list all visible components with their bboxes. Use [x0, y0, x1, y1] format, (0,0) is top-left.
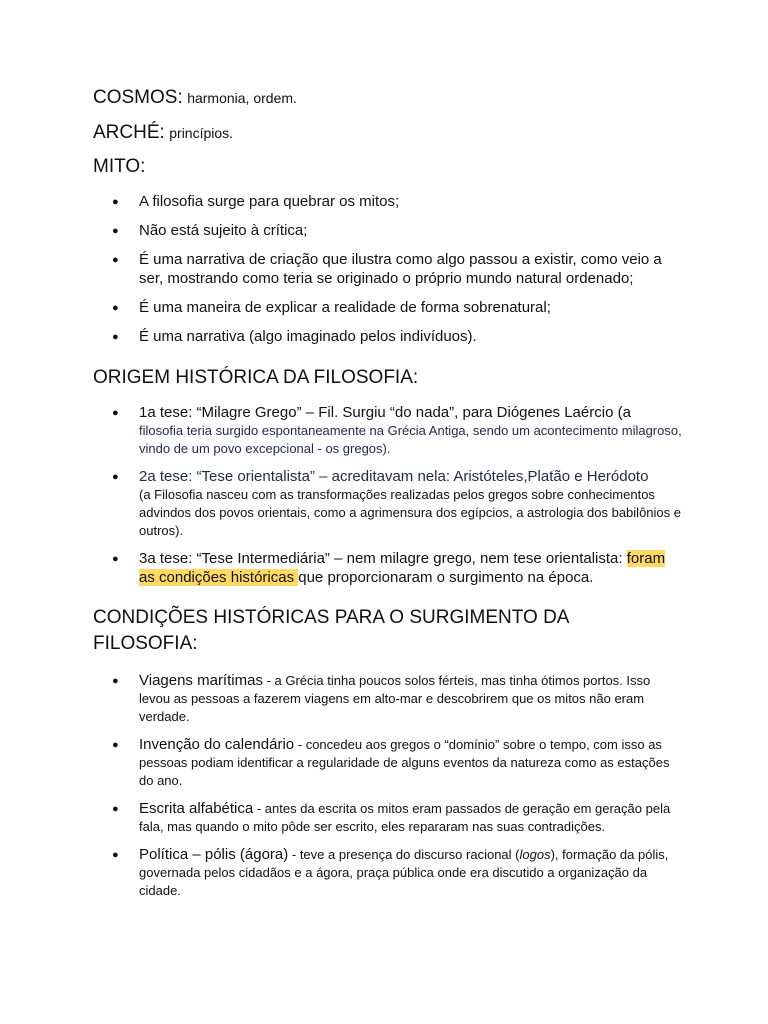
list-item	[93, 799, 683, 836]
definition-text: harmonia, ordem.	[187, 90, 297, 106]
tese-main-text: 3a tese: “Tese Intermediária” – nem milagre grego, nem tese orientalista:	[139, 550, 623, 567]
item-title: Escrita alfabética	[139, 800, 254, 817]
bullet-icon: ●	[112, 331, 119, 343]
bullet-icon: ●	[112, 302, 119, 314]
section-heading-condicoes: CONDIÇÕES HISTÓRICAS PARA O SURGIMENTO DA FILOSOFIA:	[93, 607, 569, 654]
item-title: Política – pólis (ágora)	[139, 846, 289, 863]
condicoes-list	[93, 671, 683, 900]
list-item-text: Não está sujeito à crítica;	[139, 222, 308, 239]
list-item	[93, 671, 683, 726]
list-item	[93, 221, 683, 240]
section-heading-origem: ORIGEM HISTÓRICA DA FILOSOFIA:	[93, 367, 419, 388]
item-text: concedeu aos gregos o “domínio” sobre o tempo, com isso as pessoas podiam identificar a regularidade de alguns eventos da natureza como as estações do ano.	[139, 737, 670, 788]
item-separator: -	[294, 737, 306, 752]
item-text-italic: logos	[519, 847, 551, 862]
list-item-tese-1	[93, 403, 683, 458]
list-item	[93, 250, 683, 288]
definition-arche	[93, 121, 683, 146]
list-item-text: É uma narrativa de criação que ilustra como algo passou a existir, como veio a ser, mostrando como teria se originado o próprio mundo natural ordenado;	[139, 251, 662, 287]
list-item-text: É uma narrativa (algo imaginado pelos indivíduos).	[139, 328, 477, 345]
item-text: antes da escrita os mitos eram passados de geração em geração pela fala, mas quando o mito pôde ser escrito, eles repararam nas suas contradições.	[139, 801, 671, 834]
tese-main-text: 2a tese: “Tese orientalista” – acreditavam nela: Aristóteles,Platão e Heródoto	[139, 468, 649, 485]
definition-term: ARCHÉ:	[93, 122, 165, 143]
item-separator: -	[253, 801, 265, 816]
list-item-text: É uma maneira de explicar a realidade de forma sobrenatural;	[139, 299, 551, 316]
bullet-icon: ●	[112, 739, 119, 751]
tese-note-text: filosofia teria surgido espontaneamente na Grécia Antiga, sendo um acontecimento milagroso, vindo de um povo excepcional - os gregos).	[139, 423, 682, 456]
item-text: ), formação da pólis, governada pelos cidadãos e a ágora, praça pública onde era discutido a organização da cidade.	[139, 847, 669, 898]
bullet-icon: ●	[112, 225, 119, 237]
list-item-tese-2	[93, 467, 683, 540]
definition-term: COSMOS:	[93, 87, 183, 108]
origem-list	[93, 403, 683, 587]
list-item	[93, 327, 683, 346]
list-item-tese-3	[93, 549, 683, 587]
list-item	[93, 735, 683, 790]
highlighted-text: foram as condições históricas	[139, 550, 666, 586]
definition-cosmos	[93, 86, 683, 111]
item-title: Viagens marítimas	[139, 672, 263, 689]
item-text: teve a presença do discurso racional (	[299, 847, 520, 862]
list-item	[93, 845, 683, 900]
bullet-icon: ●	[112, 553, 119, 565]
bullet-icon: ●	[112, 407, 119, 419]
item-separator: -	[288, 847, 300, 862]
bullet-icon: ●	[112, 254, 119, 266]
tese-note-text: (a Filosofia nasceu com as transformações realizadas pelos gregos sobre conhecimentos advindos dos povos orientais, como a agrimensura dos egípcios, a astrologia dos babilônios e outros).	[139, 487, 681, 538]
list-item-text: A filosofia surge para quebrar os mitos;	[139, 193, 400, 210]
document-content	[93, 86, 683, 900]
item-text: a Grécia tinha poucos solos férteis, mas tinha ótimos portos. Isso levou as pessoas a fazerem viagens em alto-mar e descobrirem que os mitos não eram verdade.	[139, 673, 651, 724]
bullet-icon: ●	[112, 196, 119, 208]
section-heading-mito: MITO:	[93, 156, 146, 177]
bullet-icon: ●	[112, 471, 119, 483]
list-item	[93, 298, 683, 317]
mito-list	[93, 192, 683, 346]
bullet-icon: ●	[112, 675, 119, 687]
list-item	[93, 192, 683, 211]
bullet-icon: ●	[112, 803, 119, 815]
tese-main-text: 1a tese: “Milagre Grego” – Fil. Surgiu “do nada”, para Diógenes Laércio (a	[139, 404, 631, 421]
bullet-icon: ●	[112, 849, 119, 861]
item-separator: -	[262, 673, 275, 688]
tese-rest-text: que proporcionaram o surgimento na época.	[298, 569, 594, 586]
definition-text: princípios.	[169, 125, 234, 141]
item-title: Invenção do calendário	[139, 736, 295, 753]
